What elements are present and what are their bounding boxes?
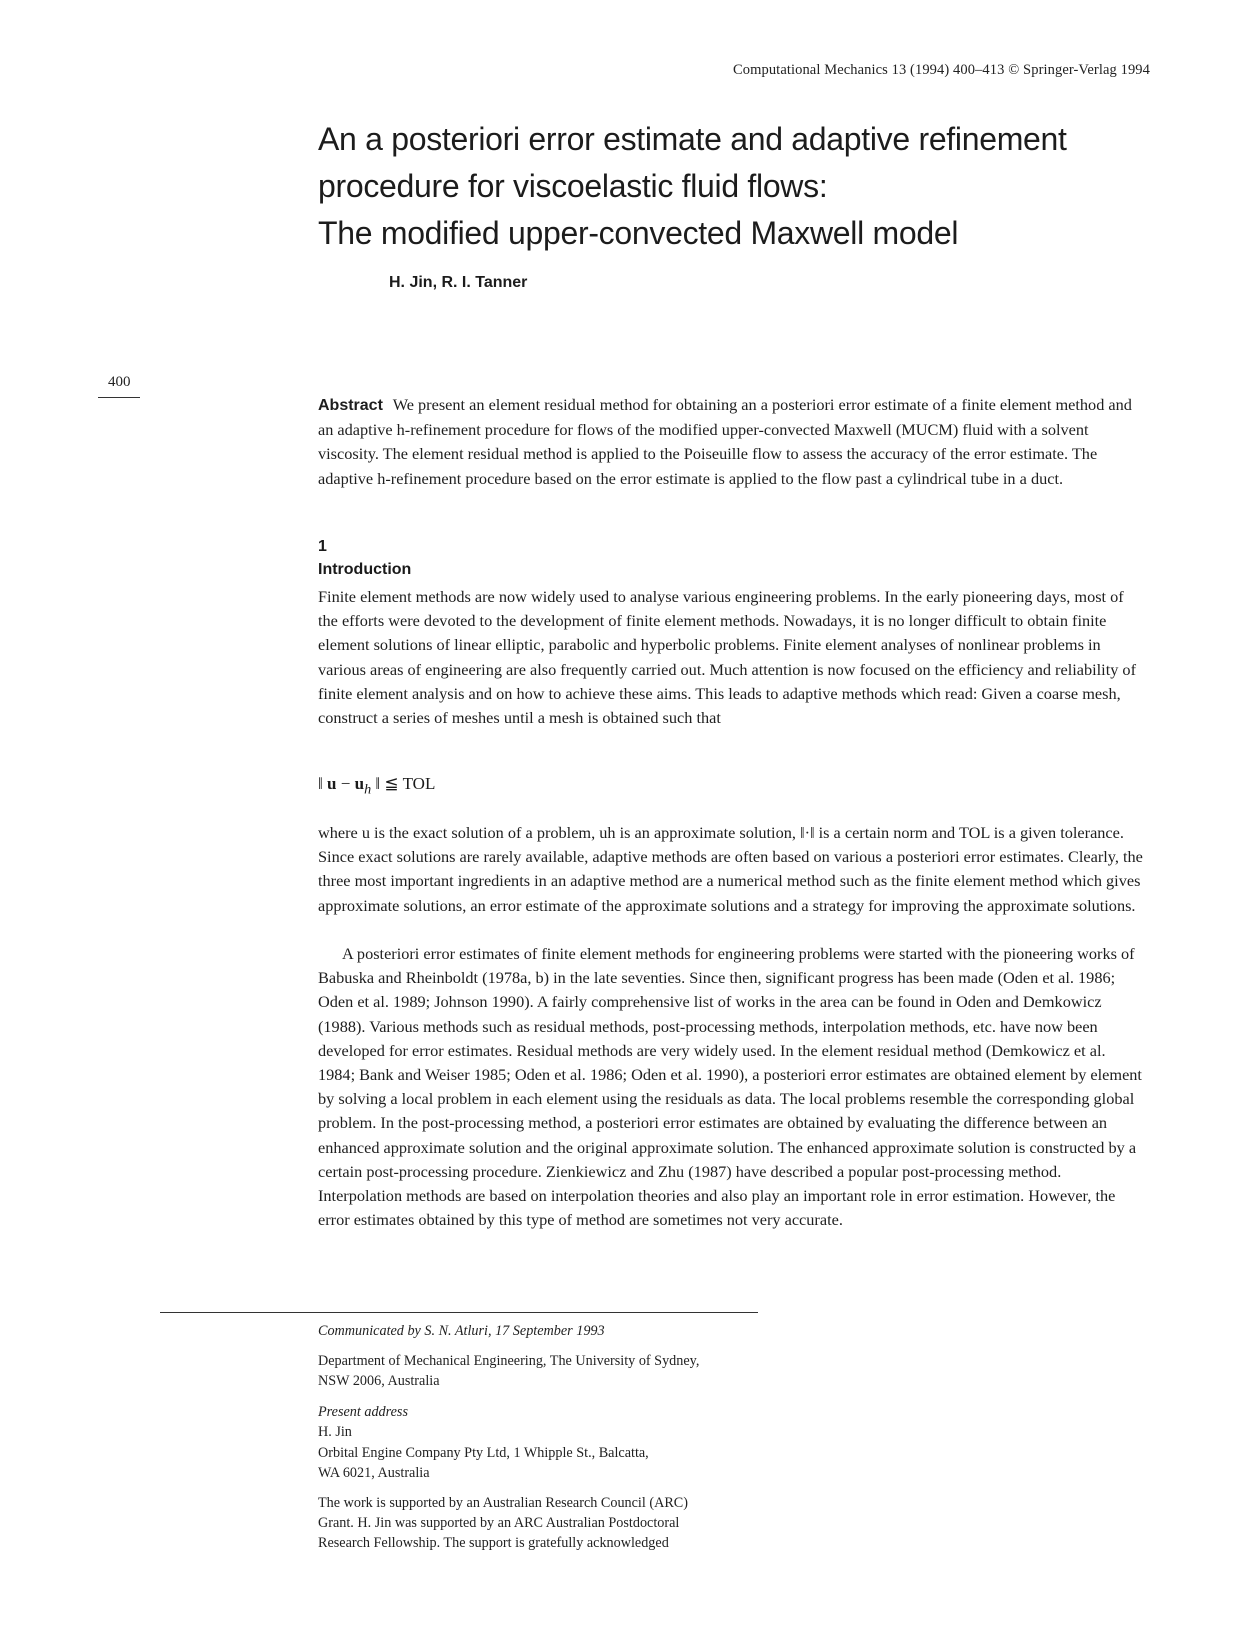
- footnote-line: Research Fellowship. The support is gratefully acknowledged: [318, 1535, 669, 1552]
- footnote-line: NSW 2006, Australia: [318, 1373, 440, 1390]
- footnote-department: [318, 1351, 758, 1391]
- equation-subscript-h: h: [364, 781, 372, 798]
- paper-title-line: An a posteriori error estimate and adaptive refinement: [318, 121, 1067, 157]
- equation-uh: u: [354, 774, 365, 793]
- footnote-line: Grant. H. Jin was supported by an ARC Australian Postdoctoral: [318, 1515, 680, 1532]
- journal-citation: Computational Mechanics 13 (1994) 400–413 © Springer-Verlag 1994: [732, 62, 1150, 78]
- footnote-present-name: H. Jin: [318, 1424, 352, 1440]
- paper-title: [318, 116, 1138, 257]
- paper-title-line: The modified upper-convected Maxwell model: [318, 215, 959, 251]
- intro-paragraph: where u is the exact solution of a problem, uh is an approximate solution, ‖·‖ is a certain norm and TOL is a given tolerance. Since exact solutions are rarely available, adaptive methods are often based on various a posteriori error estimates. Clearly, the three most important ingredients in an adaptive method are a numerical method such as the finite element method which gives approximate solutions, an error estimate of the approximate solutions and a strategy for improving the approximate solutions.: [318, 823, 1143, 915]
- abstract-label: Abstract: [318, 397, 383, 414]
- abstract-text: We present an element residual method for obtaining an a posteriori error estimate of a finite element method and an adaptive h-refinement procedure for flows of the modified upper-convected Maxwell (MUCM) fluid with a solvent viscosity. The element residual method is applied to the Poiseuille flow to assess the accuracy of the error estimate. The adaptive h-refinement procedure based on the error estimate is applied to the flow past a cylindrical tube in a duct.: [318, 395, 1132, 488]
- footnote-present-label: Present address: [318, 1404, 408, 1420]
- footnote-line: Department of Mechanical Engineering, The University of Sydney,: [318, 1353, 700, 1369]
- paper-title-line: procedure for viscoelastic fluid flows:: [318, 168, 828, 204]
- intro-paragraph: Finite element methods are now widely used to analyse various engineering problems. In the early pioneering days, most of the efforts were devoted to the development of finite element methods. Nowadays, it is no longer difficult to obtain finite element solutions of linear elliptic, parabolic and hyperbolic problems. Finite element analyses of nonlinear problems in various areas of engineering are also frequently carried out. Much attention is now focused on the efficiency and reliability of finite element analysis and on how to achieve these aims. This leads to adaptive methods which read: Given a coarse mesh, construct a series of meshes until a mesh is obtained such that: [318, 587, 1136, 728]
- page-number-rule: [98, 397, 140, 398]
- section-title: Introduction: [318, 561, 412, 578]
- footnote-communicated: Communicated by S. N. Atluri, 17 September 1993: [318, 1323, 605, 1339]
- footnote-present-address: [318, 1443, 758, 1483]
- footnote-line: WA 6021, Australia: [318, 1465, 430, 1482]
- footnote-rule: [160, 1312, 758, 1313]
- authors: H. Jin, R. I. Tanner: [389, 274, 528, 291]
- footnote-support: [318, 1493, 758, 1554]
- page-number: 400: [108, 374, 131, 390]
- intro-paragraph: A posteriori error estimates of finite element methods for engineering problems were started with the pioneering works of Babuska and Rheinboldt (1978a, b) in the late seventies. Since then, significant progress has been made (Oden et al. 1986; Oden et al. 1989; Johnson 1990). A fairly comprehensive list of works in the area can be found in Oden and Demkowicz (1988). Various methods such as residual methods, post-processing methods, interpolation methods, etc. have now been developed for error estimates. Residual methods are very widely used. In the element residual method (Demkowicz et al. 1984; Bank and Weiser 1985; Oden et al. 1986; Oden et al. 1990), a posteriori error estimates are obtained element by element by solving a local problem in each element using the residuals as data. The local problems resemble the corresponding global problem. In the post-processing method, a posteriori error estimates are obtained by evaluating the difference between an enhanced approximate solution and the original approximate solution. The enhanced approximate solution is constructed by a certain post-processing procedure. Zienkiewicz and Zhu (1987) have described a popular post-processing method. Interpolation methods are based on interpolation theories and also play an important role in error estimation. However, the error estimates obtained by this type of method are sometimes not very accurate.: [318, 944, 1142, 1230]
- equation-norm-open: ‖: [318, 774, 328, 793]
- equation-rhs: ‖ ≦ TOL: [371, 774, 436, 793]
- equation: [318, 774, 435, 798]
- equation-minus: −: [336, 774, 355, 793]
- equation-u: u: [327, 774, 337, 793]
- section-number: 1: [318, 538, 327, 555]
- abstract: [318, 393, 1146, 491]
- footnote-line: Orbital Engine Company Pty Ltd, 1 Whipple St., Balcatta,: [318, 1445, 649, 1461]
- footnote-line: The work is supported by an Australian Research Council (ARC): [318, 1495, 688, 1511]
